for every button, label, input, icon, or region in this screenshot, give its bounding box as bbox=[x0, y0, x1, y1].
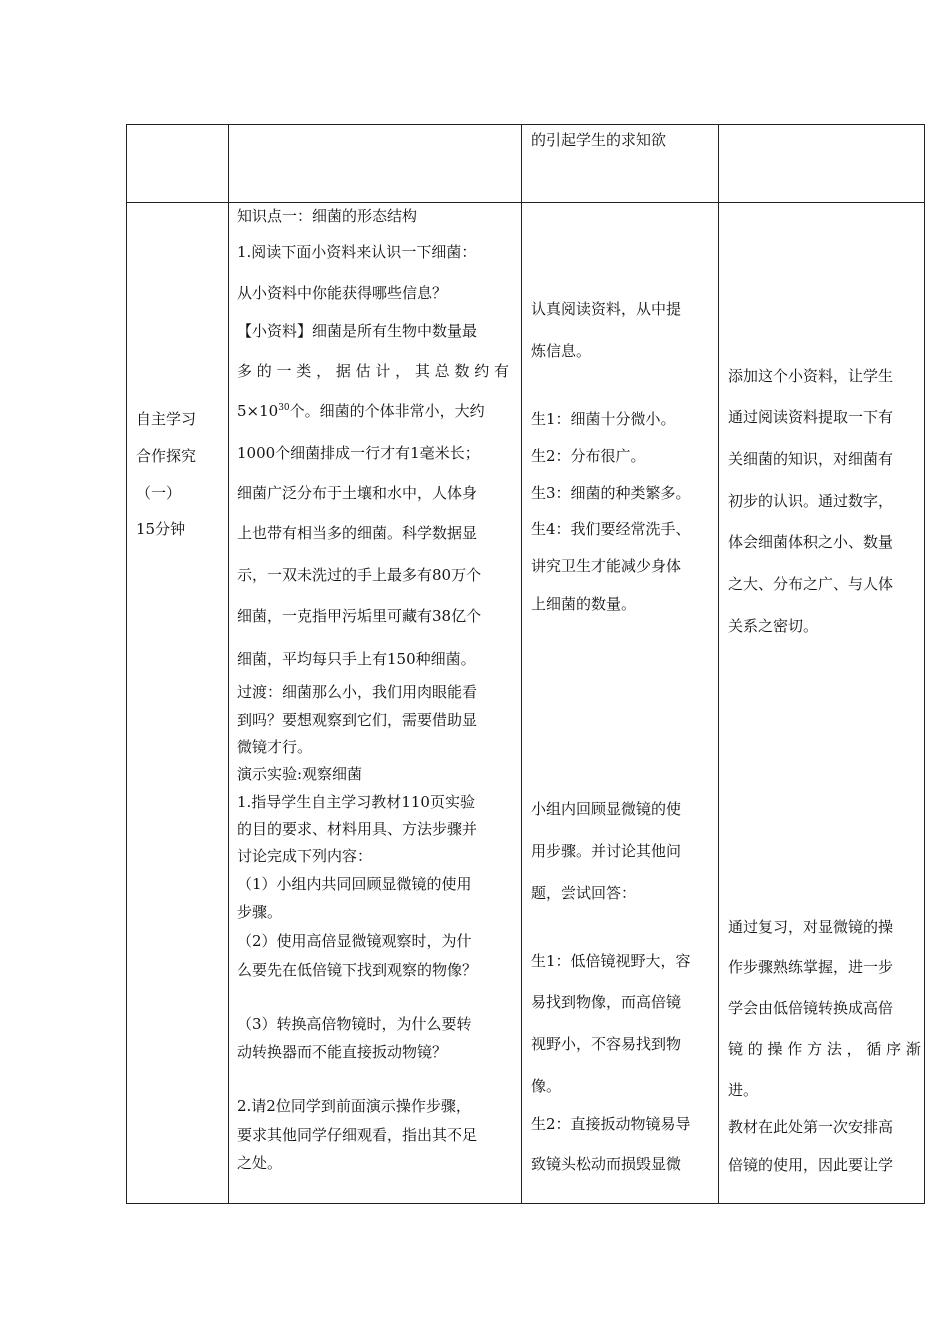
student-answer: 生4：我们要经常洗手、 bbox=[531, 520, 691, 538]
intent-line: 镜 的 操 作 方 法 ， 循 序 渐 bbox=[728, 1040, 921, 1058]
student-text: 认真阅读资料，从中提 bbox=[531, 300, 682, 318]
intent-line: 倍镜的使用，因此要让学 bbox=[728, 1156, 894, 1174]
lesson-plan-table bbox=[126, 124, 925, 1204]
question-line: 动转换器而不能直接扳动物镜？ bbox=[237, 1043, 448, 1061]
transition-line: 微镜才行。 bbox=[237, 738, 313, 756]
step-text: 1.阅读下面小资料来认识一下细菌： bbox=[237, 243, 477, 261]
stage-cell bbox=[127, 203, 229, 1204]
stage-cell bbox=[127, 125, 229, 203]
student-answer: 致镜头松动而损毁显微 bbox=[531, 1155, 682, 1173]
intent-line: 体会细菌体积之小、数量 bbox=[728, 533, 894, 551]
material-line: 1000个细菌排成一行才有1毫米长； bbox=[237, 444, 480, 462]
student-answer: 视野小，不容易找到物 bbox=[531, 1035, 682, 1053]
question-line: 么要先在低倍镜下找到观察的物像？ bbox=[237, 961, 478, 979]
student-answer: 生3：细菌的种类繁多。 bbox=[531, 484, 691, 502]
teacher-activity-cell bbox=[229, 203, 522, 1204]
intent-line: 作步骤熟练掌握，进一步 bbox=[728, 958, 894, 976]
student-text: 题，尝试回答： bbox=[531, 884, 637, 902]
intent-line: 通过复习，对显微镜的操 bbox=[728, 918, 894, 936]
design-intent-cell bbox=[719, 125, 925, 203]
intent-line: 关细菌的知识，对细菌有 bbox=[728, 450, 894, 468]
demo-title: 演示实验:观察细菌 bbox=[237, 765, 363, 783]
intent-line: 关系之密切。 bbox=[728, 617, 819, 635]
student-answer: 生2：分布很广。 bbox=[531, 447, 646, 465]
material-line: 细菌，平均每只手上有150种细菌。 bbox=[237, 650, 476, 668]
student-activity-cell bbox=[522, 125, 719, 203]
intent-line: 通过阅读资料提取一下有 bbox=[728, 408, 894, 426]
table-row bbox=[127, 125, 925, 203]
student-text: 小组内回顾显微镜的使 bbox=[531, 800, 682, 818]
table-row bbox=[127, 203, 925, 1204]
intent-line: 添加这个小资料，让学生 bbox=[728, 367, 894, 385]
question-line: 步骤。 bbox=[237, 903, 283, 921]
material-line: 细菌广泛分布于土壤和水中，人体身 bbox=[237, 484, 478, 502]
intent-line: 之大、分布之广、与人体 bbox=[728, 575, 894, 593]
student-answer: 上细菌的数量。 bbox=[531, 595, 637, 613]
knowledge-point-title: 知识点一：细菌的形态结构 bbox=[237, 207, 418, 225]
intent-line: 初步的认识。通过数字， bbox=[728, 492, 894, 510]
design-intent-cell bbox=[719, 203, 925, 1204]
material-line: 示，一双未洗过的手上最多有80万个 bbox=[237, 566, 482, 584]
student-activity-text: 的引起学生的求知欲 bbox=[531, 131, 667, 149]
student-text: 用步骤。并讨论其他问 bbox=[531, 842, 682, 860]
guide-line: 讨论完成下列内容： bbox=[237, 847, 373, 865]
student-answer: 生1：低倍镜视野大，容 bbox=[531, 952, 691, 970]
teacher-activity-cell bbox=[229, 125, 522, 203]
material-line: 细菌，一克指甲污垢里可藏有38亿个 bbox=[237, 607, 482, 625]
material-line: 【小资料】细菌是所有生物中数量最 bbox=[237, 322, 478, 340]
guide-line: 1.指导学生自主学习教材110页实验 bbox=[237, 793, 475, 811]
stage-label: 自主学习 bbox=[136, 410, 197, 428]
question-line: （2）使用高倍显微镜观察时，为什 bbox=[237, 932, 472, 950]
guide-line: 的目的要求、材料用具、方法步骤并 bbox=[237, 820, 478, 838]
material-line: 上也带有相当多的细菌。科学数据显 bbox=[237, 524, 478, 542]
question-line: （3）转换高倍物镜时，为什么要转 bbox=[237, 1015, 472, 1033]
question-line: （1）小组内共同回顾显微镜的使用 bbox=[237, 875, 472, 893]
student-text: 炼信息。 bbox=[531, 342, 592, 360]
stage-label: （一） bbox=[136, 484, 182, 502]
question-text: 从小资料中你能获得哪些信息？ bbox=[237, 284, 448, 302]
transition-line: 过渡：细菌那么小，我们用肉眼能看 bbox=[237, 683, 478, 701]
demo-step-line: 之处。 bbox=[237, 1154, 283, 1172]
intent-line: 教材在此处第一次安排高 bbox=[728, 1118, 894, 1136]
demo-step-line: 要求其他同学仔细观看，指出其不足 bbox=[237, 1126, 478, 1144]
student-answer: 易找到物像，而高倍镜 bbox=[531, 993, 682, 1011]
demo-step-line: 2.请2位同学到前面演示操作步骤， bbox=[237, 1097, 471, 1115]
student-answer: 生1：细菌十分微小。 bbox=[531, 410, 676, 428]
stage-label: 合作探究 bbox=[136, 447, 197, 465]
student-activity-cell bbox=[522, 203, 719, 1204]
student-answer: 生2：直接扳动物镜易导 bbox=[531, 1115, 691, 1133]
transition-line: 到吗？要想观察到它们，需要借助显 bbox=[237, 711, 478, 729]
student-answer: 讲究卫生才能减少身体 bbox=[531, 557, 682, 575]
intent-line: 进。 bbox=[728, 1081, 759, 1099]
material-line: 多 的 一 类 ， 据 估 计 ， 其 总 数 约 有 bbox=[237, 362, 509, 380]
stage-duration: 15分钟 bbox=[136, 520, 186, 538]
material-line: $5\times 10^{30}$个。细菌的个体非常小，大约 bbox=[237, 402, 485, 420]
intent-line: 学会由低倍镜转换成高倍 bbox=[728, 999, 894, 1017]
student-answer: 像。 bbox=[531, 1077, 562, 1095]
